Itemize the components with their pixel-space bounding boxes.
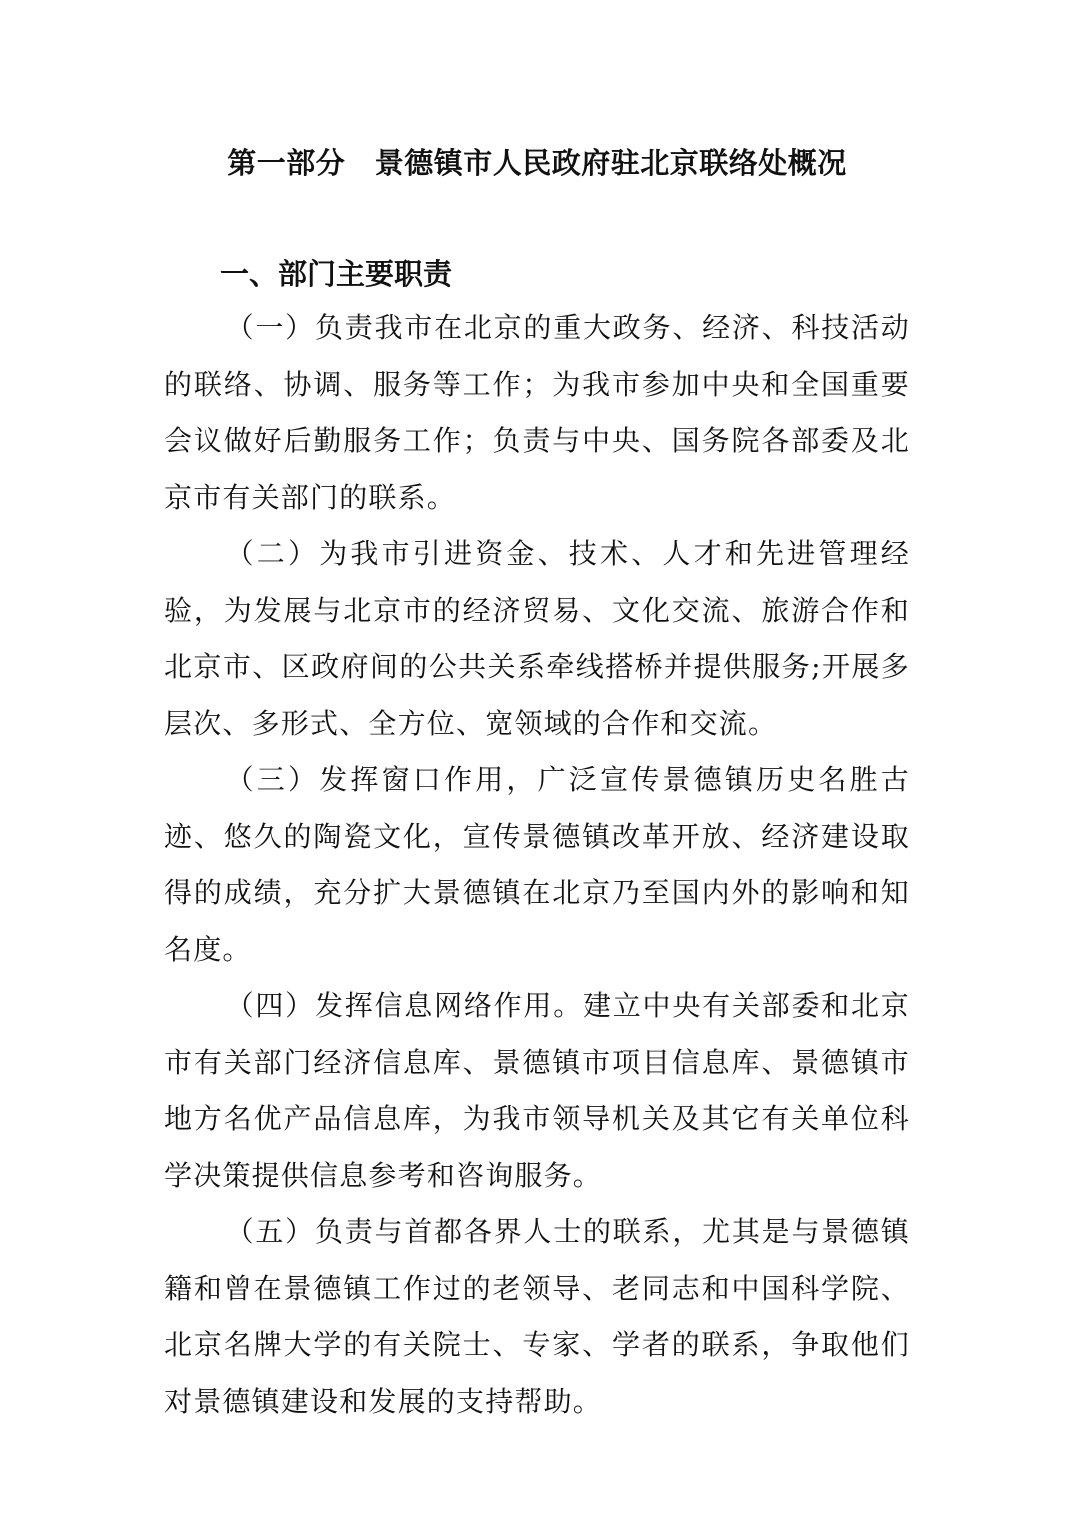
duty-paragraph-5: （五）负责与首都各界人士的联系，尤其是与景德镇籍和曾在景德镇工作过的老领导、老同志和中国科学院、北京名牌大学的有关院士、专家、学者的联系，争取他们对景德镇建设和发展的支持帮助。 (164, 1215, 910, 1418)
body-text (164, 300, 910, 1430)
duty-paragraph-3: （三）发挥窗口作用，广泛宣传景德镇历史名胜古迹、悠久的陶瓷文化，宣传景德镇改革开放、经济建设取得的成绩，充分扩大景德镇在北京乃至国内外的影响和知名度。 (164, 763, 910, 966)
part-title: 第一部分 景德镇市人民政府驻北京联络处概况 (227, 146, 847, 180)
duty-paragraph-2: （二）为我市引进资金、技术、人才和先进管理经验，为发展与北京市的经济贸易、文化交流、旅游合作和北京市、区政府间的公共关系牵线搭桥并提供服务;开展多层次、多形式、全方位、宽领域的合作和交流。 (164, 537, 910, 740)
duty-paragraph-4: （四）发挥信息网络作用。建立中央有关部委和北京市有关部门经济信息库、景德镇市项目信息库、景德镇市地方名优产品信息库，为我市领导机关及其它有关单位科学决策提供信息参考和咨询服务。 (164, 989, 910, 1192)
section-heading: 一、部门主要职责 (220, 257, 453, 291)
duty-paragraph-1: （一）负责我市在北京的重大政务、经济、科技活动的联络、协调、服务等工作；为我市参加中央和全国重要会议做好后勤服务工作；负责与中央、国务院各部委及北京市有关部门的联系。 (164, 311, 910, 514)
